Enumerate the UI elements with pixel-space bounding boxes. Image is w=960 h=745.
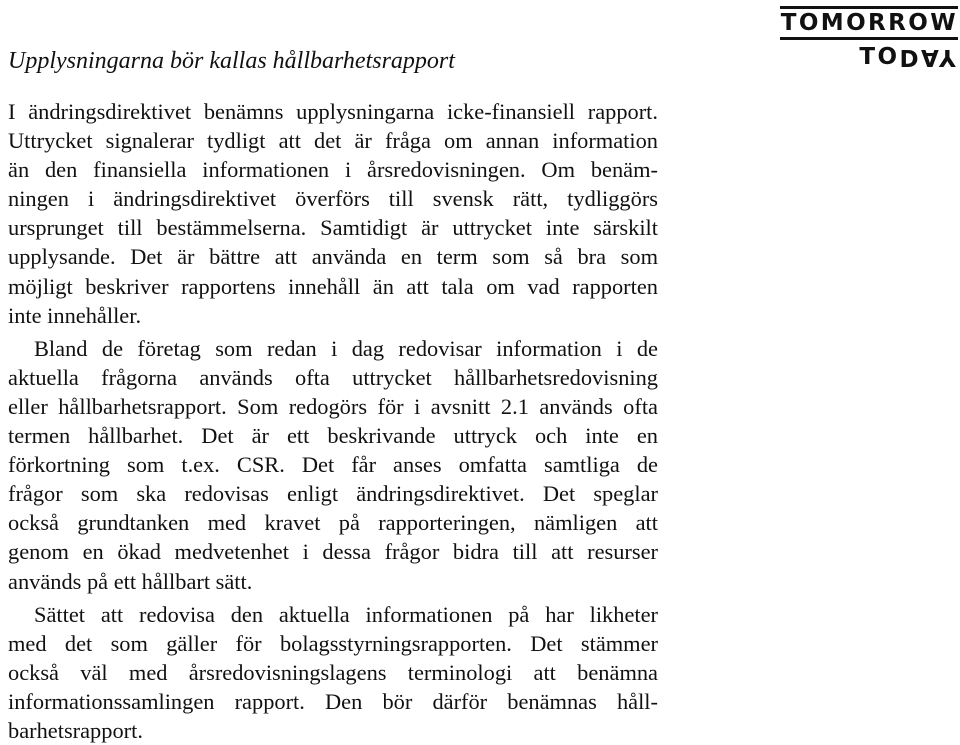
text-line: än den finansiella informationen i årsredovisningen. Om benäm-: [8, 157, 658, 183]
text-line: informationssamlingen rapport. Den bör därför benämnas håll-: [8, 688, 658, 714]
text-line: inte innehåller.: [8, 302, 142, 328]
paragraph: [8, 97, 658, 745]
text-line: Sättet att redovisa den aktuella informationen på har likheter: [34, 601, 658, 627]
text-line: möjligt beskriver rapportens innehåll än att tala om vad rapporten: [8, 273, 658, 299]
text-line: ningen i ändringsdirektivet överförs till svensk rätt, tydliggörs: [8, 186, 658, 212]
section-heading: Upplysningarna bör kallas hållbarhetsrapport: [8, 48, 455, 74]
text-line: frågor som ska redovisas enligt ändringsdirektivet. Det speglar: [8, 481, 658, 507]
tomorrow-today-logo: [780, 6, 958, 71]
text-line: Uttrycket signalerar tydligt att det är fråga om annan information: [8, 128, 658, 154]
logo-line-today: [780, 43, 958, 71]
text-line: används på ett hållbart sätt.: [8, 568, 253, 594]
logo-flipped-day-text: DAY: [899, 44, 958, 70]
text-line: eller hållbarhetsrapport. Som redogörs för i avsnitt 2.1 används ofta: [8, 393, 658, 419]
text-line: termen hållbarhet. Det är ett beskrivande uttryck och inte en: [8, 423, 658, 449]
text-line: I ändringsdirektivet benämns upplysningarna icke-finansiell rapport.: [8, 99, 658, 124]
text-line: barhetsrapport.: [8, 717, 143, 743]
text-line: förkortning som t.ex. CSR. Det får anses omfatta samtliga de: [8, 452, 658, 478]
document-body: [8, 46, 658, 745]
text-line: Bland de företag som redan i dag redovisar information i de: [34, 335, 658, 361]
logo-middle-rule: [780, 37, 958, 40]
text-line: också grundtanken med kravet på rapporteringen, nämligen att: [8, 510, 658, 536]
logo-line-tomorrow: TOMORROW: [780, 10, 958, 36]
text-line: upplysande. Det är bättre att använda en term som så bra som: [8, 244, 658, 270]
logo-to-text: TO: [859, 44, 900, 70]
text-line: också väl med årsredovisningslagens terminologi att benämna: [8, 659, 658, 685]
text-line: ursprunget till bestämmelserna. Samtidigt är uttrycket inte särskilt: [8, 215, 658, 241]
text-line: genom en ökad medvetenhet i dessa frågor bidra till att resurser: [8, 539, 658, 565]
text-line: med det som gäller för bolagsstyrningsrapporten. Det stämmer: [8, 630, 658, 656]
text-line: aktuella frågorna används ofta uttrycket hållbarhetsredovisning: [8, 364, 658, 390]
